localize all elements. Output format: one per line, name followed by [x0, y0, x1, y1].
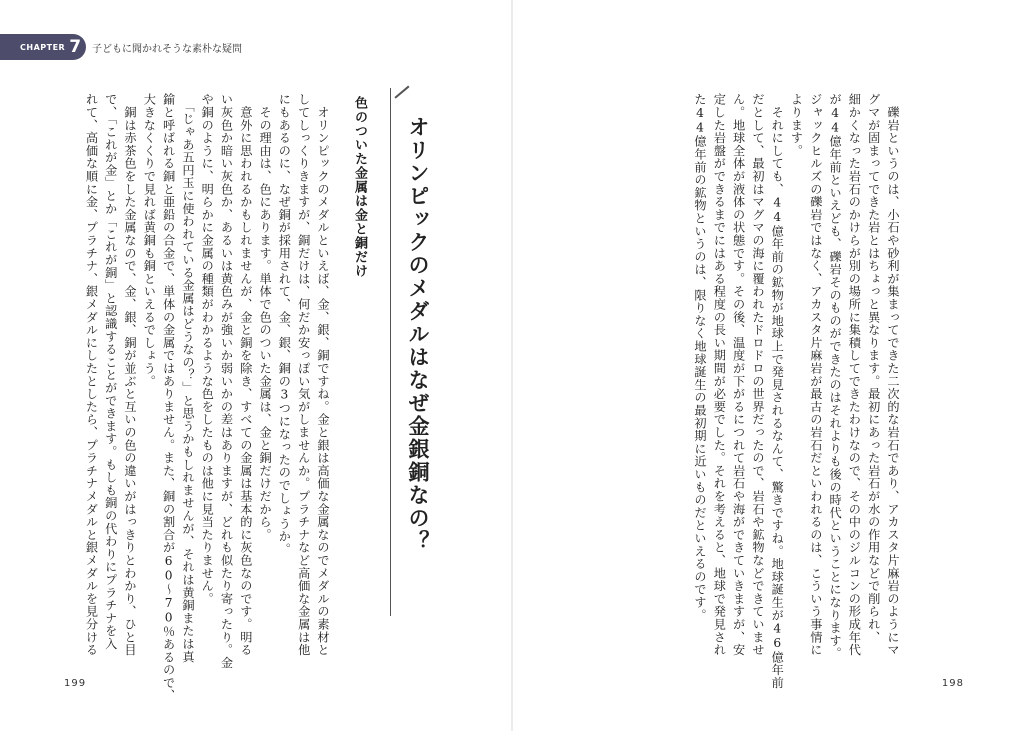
right-page [512, 0, 1024, 731]
body-line: 銅は赤茶色をした金属なので、金、銀、銅が並ぶと互いの色の違いがはっきりとわかり、ひと目 [123, 93, 138, 657]
body-line: その理由は、色にあります。単体で色のついた金属は、金と銅だけだから。 [258, 93, 273, 541]
body-line: 「じゃあ五円玉に使われている金属はどうなの？」と思うかもしれませんが、それは黄銅または真 [180, 93, 195, 663]
body-line: オリンピックのメダルといえば、金、銀、銅ですね。金と銀は高価な金属なのでメダルの素材と [316, 93, 330, 657]
body-line: してしっくりきますが、銅だけは、何だか安っぽい気がしませんか。プラチナなど高価な金属は他 [296, 93, 311, 657]
body-line: にもあるのに、なぜ銅が採用されて、金、銀、銅の3つになったのでしょうか。 [277, 93, 292, 556]
body-line: 鍮と呼ばれる銅と亜鉛の合金で、単体の金属ではありません。また、銅の割合が60〜70％あるので、 [161, 93, 176, 702]
left-body-text [81, 93, 332, 702]
page-number-right: 198 [941, 678, 964, 689]
body-line: 大きなくくりで見れば黄銅も銅といえるでしょう。 [142, 93, 157, 388]
chapter-number: 7 [69, 36, 82, 57]
body-line: れて、高価な順に金、プラチナ、銀メダルにしたとしたら、プラチナメダルと銀メダルを見分ける [84, 93, 99, 657]
body-line: それにしても、44億年前の鉱物が地球上で発見されるなんて、驚きですね。地球誕生が46億年前 [770, 93, 785, 689]
body-line: が44億年前といえども、礫岩そのものができたのはそれよりも後の時代ということになります。 [828, 93, 843, 660]
body-line: 細かくなった岩石のかけらが別の場所に集積してできたわけなので、その中のジルコンの形成年代 [847, 93, 862, 657]
chapter-label: CHAPTER [20, 42, 66, 52]
body-line: 意外に思われるかもしれませんが、金と銅を除き、すべての金属は基本的に灰色なのです。明る [238, 93, 253, 657]
body-line: よります。 [789, 93, 804, 157]
section-heading: 色のついた金属は金と銅だけ [352, 96, 367, 278]
body-line: 礫岩というのは、小石や砂利が集まってできた二次的な岩石であり、アカスタ片麻岩のようにマ [886, 93, 900, 657]
body-line: た44億年前の鉱物というのは、限りなく地球誕生の最初期に近いものだといえるのです。 [693, 93, 708, 622]
page-number-left: 199 [64, 678, 87, 689]
page-headline: オリンピックのメダルはなぜ金銀銅なの？ [406, 116, 430, 553]
body-line: だとして、最初はマグマの海に覆われたドロドロの世界だったので、岩石や鉱物などできていませ [750, 93, 765, 657]
body-line: で、「これが金」とか「これが銅」と認識することができます。もしも銅の代わりにプラチナを入 [103, 93, 118, 651]
body-line: 定した岩盤ができるまでにはある程度の長い期間が必要でした。それを考えると、地球で発見され [712, 93, 727, 657]
chapter-title: 子どもに聞かれそうな素朴な疑問 [92, 44, 242, 55]
right-body-text [690, 93, 902, 689]
body-line: ジャックヒルズの礫岩ではなく、アカスタ片麻岩が最古の岩石だといわれるのは、こういう事情に [808, 93, 823, 657]
body-line: や銅のように、明らかに金属の種類がわかるような色をしたものは他に見当たりません。 [200, 93, 215, 605]
body-line: ん。地球全体が液体の状態です。その後、温度が下がるにつれて岩石や海ができていきますが、安 [731, 93, 746, 657]
body-line: グマが固まってできた岩とはちょっと異なります。最初にあった岩石が水の作用などで削られ、 [866, 93, 881, 644]
body-line: い灰色か暗い灰色か、あるいは黄色みが強いか弱いかの差はありますが、どれも似たり寄ったり。金 [219, 93, 234, 669]
chapter-tab [0, 34, 86, 60]
